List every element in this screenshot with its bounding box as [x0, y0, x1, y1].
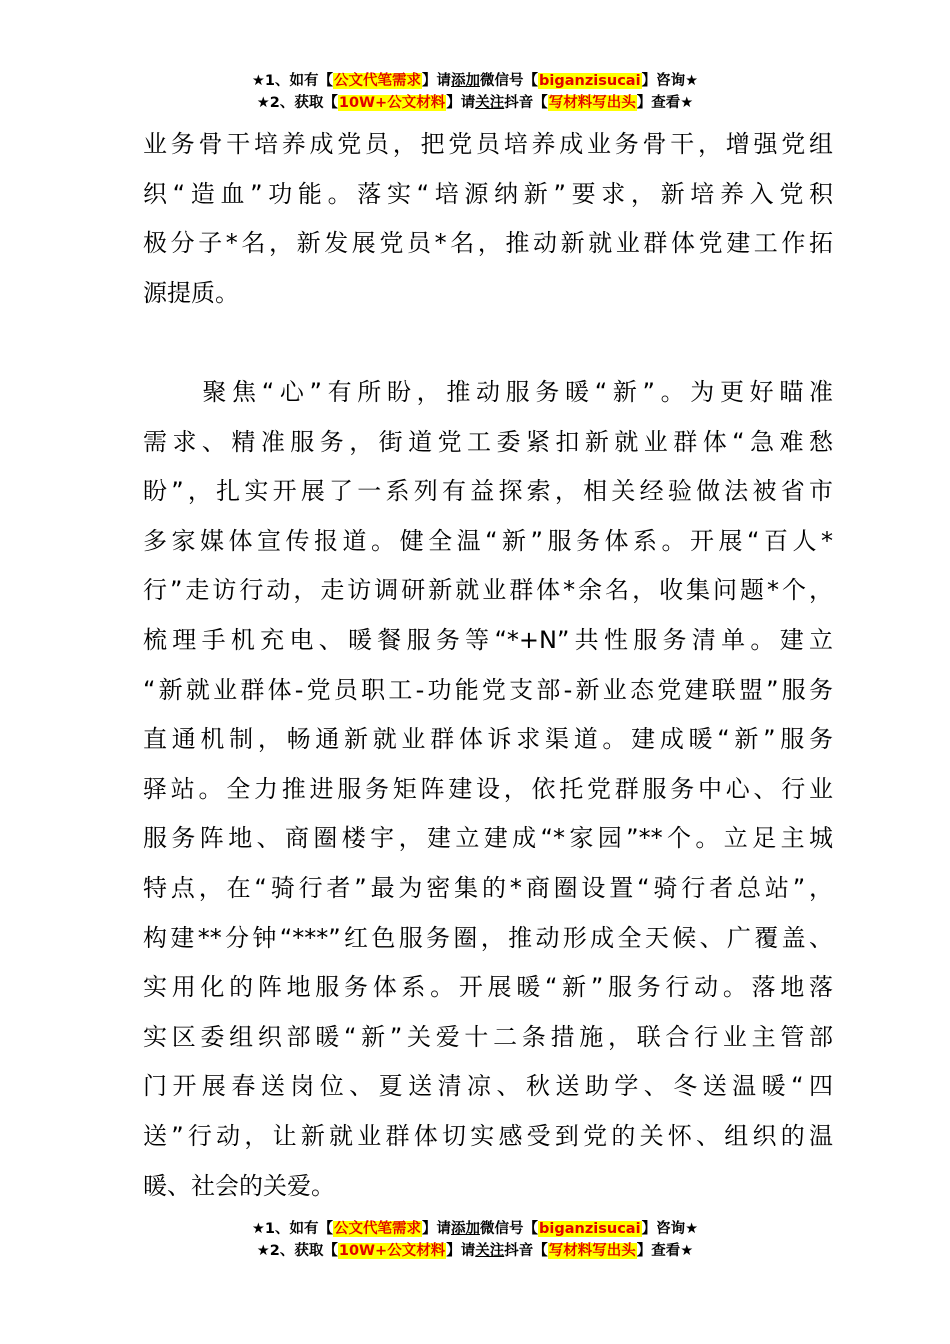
- footer-line-2-suffix: 】查看★: [636, 1243, 694, 1259]
- header-line-2-prefix: ★2、获取【: [256, 95, 338, 111]
- header-line-1-highlight-2: biganzisucai: [539, 73, 641, 89]
- footer-line-1-mid-1: 】请: [422, 1221, 452, 1237]
- footer-line-2-emphasis: 关注: [475, 1243, 505, 1259]
- paragraph-line: “新就业群体-党员职工-功能党支部-新业态党建联盟”服务: [143, 675, 833, 704]
- paragraph-line: 驿站。全力推进服务矩阵建设，依托党群服务中心、行业: [143, 774, 833, 803]
- footer-line-1-suffix: 】咨询★: [641, 1221, 699, 1237]
- paragraph-line: 服务阵地、商圈楼宇，建立建成“*家园”**个。立足主城: [143, 824, 833, 853]
- paragraph-line: 多家媒体宣传报道。健全温“新”服务体系。开展“百人*: [143, 526, 833, 555]
- paragraph-line: 门开展春送岗位、夏送清凉、秋送助学、冬送温暖“四: [143, 1072, 833, 1101]
- header-line-2-emphasis: 关注: [475, 95, 505, 111]
- footer-line-2-mid-1: 】请: [446, 1243, 476, 1259]
- paragraph-line: 实用化的阵地服务体系。开展暖“新”服务行动。落地落: [143, 973, 833, 1002]
- footer-line-1-emphasis: 添加: [451, 1221, 481, 1237]
- header-line-2-highlight-1: 10W+公文材料: [338, 95, 446, 111]
- paragraph-line: 织“造血”功能。落实“培源纳新”要求，新培养入党积: [143, 179, 833, 208]
- paragraph-line: 行”走访行动，走访调研新就业群体*余名，收集问题*个，: [143, 576, 833, 605]
- header-line-1-mid-1: 】请: [422, 73, 452, 89]
- header-line-2-mid-2: 抖音【: [504, 95, 548, 111]
- paragraph-line: 业务骨干培养成党员，把党员培养成业务骨干，增强党组: [143, 130, 833, 158]
- header-line-2-suffix: 】查看★: [636, 95, 694, 111]
- header-line-1-emphasis: 添加: [451, 73, 481, 89]
- header-line-1-prefix: ★1、如有【: [251, 73, 334, 89]
- header-line-2: [0, 92, 950, 114]
- footer-line-1-prefix: ★1、如有【: [251, 1221, 334, 1237]
- footer-line-2-highlight-2: 写材料写出头: [548, 1243, 636, 1259]
- header-line-1-highlight-1: 公文代笔需求: [334, 73, 422, 89]
- paragraph-2: [143, 368, 833, 1211]
- paragraph-line: 特点，在“骑行者”最为密集的*商圈设置“骑行者总站”，: [143, 873, 833, 902]
- footer-line-1-highlight-2: biganzisucai: [539, 1221, 641, 1237]
- paragraph-line: 送”行动，让新就业群体切实感受到党的关怀、组织的温: [143, 1121, 833, 1150]
- header-line-2-mid-1: 】请: [446, 95, 476, 111]
- paragraph-line: 源提质。: [143, 278, 239, 307]
- footer-line-2: [0, 1240, 950, 1262]
- paragraph-line: 暖、社会的关爱。: [143, 1171, 335, 1200]
- footer-line-1: [0, 1218, 950, 1240]
- paragraph-line: 梳理手机充电、暖餐服务等“*+N”共性服务清单。建立: [143, 625, 833, 654]
- footer-line-1-highlight-1: 公文代笔需求: [334, 1221, 422, 1237]
- paragraph-line: 直通机制，畅通新就业群体诉求渠道。建成暖“新”服务: [143, 725, 833, 754]
- header-banner: [0, 70, 950, 114]
- footer-line-2-mid-2: 抖音【: [504, 1243, 548, 1259]
- header-line-2-highlight-2: 写材料写出头: [548, 95, 636, 111]
- paragraph-line: 极分子*名，新发展党员*名，推动新就业群体党建工作拓: [143, 229, 833, 258]
- header-line-1: [0, 70, 950, 92]
- paragraph-line: 实区委组织部暖“新”关爱十二条措施，联合行业主管部: [143, 1022, 833, 1051]
- header-line-1-mid-2: 微信号【: [480, 73, 539, 89]
- footer-line-2-highlight-1: 10W+公文材料: [338, 1243, 446, 1259]
- paragraph-line: 需求、精准服务，街道党工委紧扣新就业群体“急难愁: [143, 427, 833, 456]
- paragraph-line: 构建**分钟“***”红色服务圈，推动形成全天候、广覆盖、: [143, 923, 833, 952]
- footer-line-2-prefix: ★2、获取【: [256, 1243, 338, 1259]
- footer-banner: [0, 1218, 950, 1262]
- paragraph-line: 聚焦“心”有所盼，推动服务暖“新”。为更好瞄准: [143, 378, 833, 406]
- paragraph-1: [143, 120, 833, 318]
- footer-line-1-mid-2: 微信号【: [480, 1221, 539, 1237]
- paragraph-line: 盼”，扎实开展了一系列有益探索，相关经验做法被省市: [143, 477, 833, 506]
- header-line-1-suffix: 】咨询★: [641, 73, 699, 89]
